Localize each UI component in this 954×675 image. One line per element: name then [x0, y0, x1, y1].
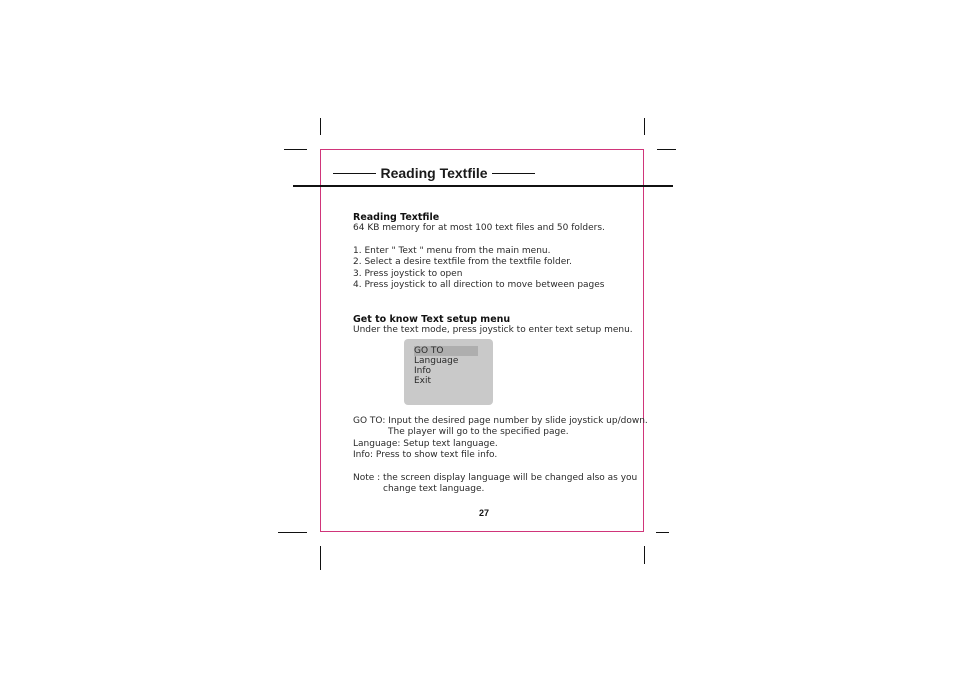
crop-mark-bottom-right-vertical [644, 546, 645, 564]
explanation-info: Info: Press to show text file info. [353, 450, 498, 460]
title-line-left [333, 173, 376, 174]
step-3: 3. Press joystick to open [353, 269, 463, 279]
crop-mark-bottom-left-horizontal [278, 532, 307, 533]
menu-item-language: Language [414, 356, 459, 366]
menu-item-exit: Exit [414, 376, 432, 386]
note-line-2: change text language. [383, 484, 485, 494]
header-rule [293, 185, 673, 187]
explanation-go-to: GO TO: Input the desired page number by slide joystick up/down. [353, 416, 648, 426]
page-number: 27 [478, 508, 489, 518]
page-title: Reading Textfile [380, 165, 488, 181]
crop-mark-bottom-right-horizontal [656, 532, 669, 533]
section-heading-reading-textfile: Reading Textfile [353, 212, 440, 223]
menu-item-go-to: GO TO [414, 346, 478, 356]
section-intro-memory: 64 KB memory for at most 100 text files and 50 folders. [353, 223, 605, 233]
note-line-1: Note : the screen display language will be changed also as you [353, 473, 638, 483]
crop-mark-top-right-horizontal [657, 149, 676, 150]
explanation-go-to-continued: The player will go to the specified page. [388, 427, 569, 437]
page-header [333, 163, 535, 183]
section-intro-setup: Under the text mode, press joystick to enter text setup menu. [353, 325, 633, 335]
menu-item-info: Info [414, 366, 432, 376]
title-line-right [492, 173, 535, 174]
explanation-language: Language: Setup text language. [353, 439, 498, 449]
section-heading-text-setup: Get to know Text setup menu [353, 314, 511, 325]
crop-mark-top-left-horizontal [284, 149, 307, 150]
crop-mark-top-left-vertical [320, 118, 321, 135]
crop-mark-bottom-left-vertical [320, 546, 321, 570]
step-1: 1. Enter " Text " menu from the main menu. [353, 246, 551, 256]
step-2: 2. Select a desire textfile from the textfile folder. [353, 257, 573, 267]
text-setup-menu-illustration [404, 339, 493, 405]
step-4: 4. Press joystick to all direction to move between pages [353, 280, 605, 290]
crop-mark-top-right-vertical [644, 118, 645, 135]
